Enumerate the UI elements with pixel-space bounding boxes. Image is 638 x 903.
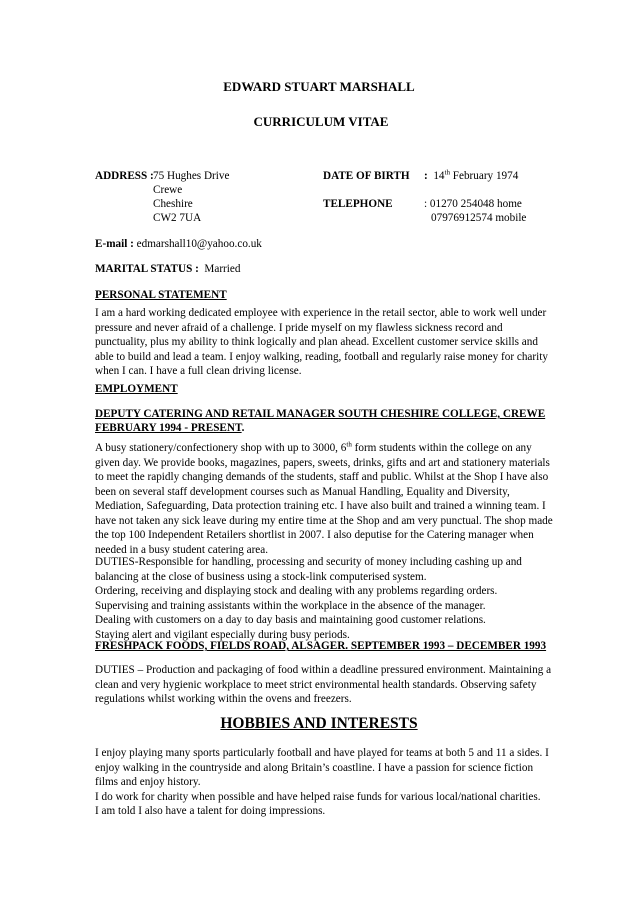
text-line: enjoy walking in the countryside and along Britain’s coastline. I have a passion for science fiction [95, 761, 534, 774]
dob-day: 14 [433, 170, 445, 182]
address-line: Cheshire [153, 198, 193, 210]
text-line: given day. We provide books, magazines, papers, sweets, drinks, gifts and art and stationery materials [95, 456, 550, 469]
job1-description [95, 440, 553, 557]
ordinal-suffix: th [346, 440, 352, 449]
text-line: punctuality, plus my ability to think logically and plan ahead. Excellent customer service skills and [95, 336, 538, 348]
dob-label: DATE OF BIRTH [323, 170, 410, 182]
text-fragment: form students within the college on any [351, 442, 532, 454]
text-line: I enjoy playing many sports particularly football and have played for teams at both 5 and 11 a sides. I [95, 747, 549, 759]
text-line: the top 100 Independent Retailers shortlist in 2007. I also deputise for the Catering manager when [95, 529, 534, 541]
text-line: I do work for charity when possible and have helped raise funds for various local/national charities. [95, 790, 541, 803]
telephone-home: : 01270 254048 home [424, 198, 522, 210]
job2-duties [95, 663, 552, 707]
text-line: Ordering, receiving and displaying stock and dealing with any problems regarding orders. [95, 585, 498, 597]
dob-month-year: February 1974 [452, 170, 519, 182]
telephone-mobile: 07976912574 mobile [431, 212, 527, 224]
text-line: able to build and lead a team. I enjoy walking, reading, football and regularly raise money for charity [95, 350, 548, 363]
text-line: DUTIES – Production and packaging of food within a deadline pressured environment. Maintaining a [95, 664, 552, 676]
text-line: pressure and never afraid of a challenge. I pride myself on my flawless sickness record and [95, 321, 503, 334]
job2-title: FRESHPACK FOODS, FIELDS ROAD, ALSAGER. SEPTEMBER 1993 – DECEMBER 1993 [95, 640, 547, 652]
text-line: films and enjoy history. [95, 776, 201, 788]
email-value: edmarshall10@yahoo.co.uk [136, 238, 262, 250]
text-line: clean and very hygienic workplace to meet strict environmental health standards. Observing safety [95, 678, 537, 691]
text-line: regulations whilst working within the ovens and freezers. [95, 693, 352, 705]
text-line: when I can. I have a full clean driving license. [95, 365, 302, 377]
marital-label: MARITAL STATUS : [95, 263, 199, 275]
job1-dates: FEBRUARY 1994 - PRESENT [95, 422, 242, 434]
telephone-label: TELEPHONE [323, 198, 393, 210]
text-line: been on several staff development courses such as Manual Handling, Equality and Diversity, [95, 485, 510, 498]
text-line: DUTIES-Responsible for handling, processing and security of money including cashing up and [95, 556, 522, 568]
text-line: Supervising and training assistants within the workplace in the absence of the manager. [95, 599, 486, 612]
job1-title-line2 [95, 421, 244, 436]
cv-title: CURRICULUM VITAE [253, 114, 389, 129]
text-line: I am a hard working dedicated employee with experience in the retail sector, able to work well under [95, 307, 547, 319]
dob-suffix: th [444, 168, 450, 177]
hobbies-heading: HOBBIES AND INTERESTS [220, 715, 418, 732]
address-line: CW2 7UA [153, 212, 202, 224]
personal-statement-heading: PERSONAL STATEMENT [95, 289, 227, 301]
cv-name: EDWARD STUART MARSHALL [223, 79, 415, 94]
text-line: Mediation, Safeguarding, Data protection training etc. I have also built and trained a winning team. I [95, 500, 546, 512]
text-line: balancing at the close of business using a stock-link computerised system. [95, 570, 427, 583]
personal-statement-text [95, 306, 548, 379]
dob-colon: : [424, 170, 428, 182]
job1-title-line1: DEPUTY CATERING AND RETAIL MANAGER SOUTH CHESHIRE COLLEGE, CREWE [95, 408, 546, 420]
hobbies-text [95, 746, 549, 819]
job1-title-end: . [241, 422, 245, 434]
address-line: Crewe [153, 184, 183, 196]
text-fragment: A busy stationery/confectionery shop with up to 3000, 6 [95, 442, 347, 454]
text-line: needed in a busy student catering area. [95, 543, 269, 556]
email-label: E-mail : [95, 238, 134, 250]
employment-heading: EMPLOYMENT [95, 383, 178, 395]
dob-value [424, 169, 518, 184]
email-row [95, 237, 262, 252]
address-line: 75 Hughes Drive [153, 170, 230, 182]
text-line: Dealing with customers on a day to day basis and maintaining good customer relations. [95, 614, 486, 626]
text-line: Staying alert and vigilant especially during busy periods. [95, 628, 350, 641]
address-label: ADDRESS : [95, 170, 154, 182]
text-line: I am told I also have a talent for doing impressions. [95, 805, 326, 817]
text-line [95, 441, 540, 456]
marital-value: Married [204, 263, 241, 275]
job1-duties [95, 555, 540, 642]
marital-row [95, 262, 240, 277]
text-line: to meet the rapidly changing demands of the students, staff and public. Whilst at the Shop I have also [95, 471, 549, 483]
text-line: have not taken any sick leave during my entire time at the Shop and am very punctual. The shop made [95, 514, 553, 527]
